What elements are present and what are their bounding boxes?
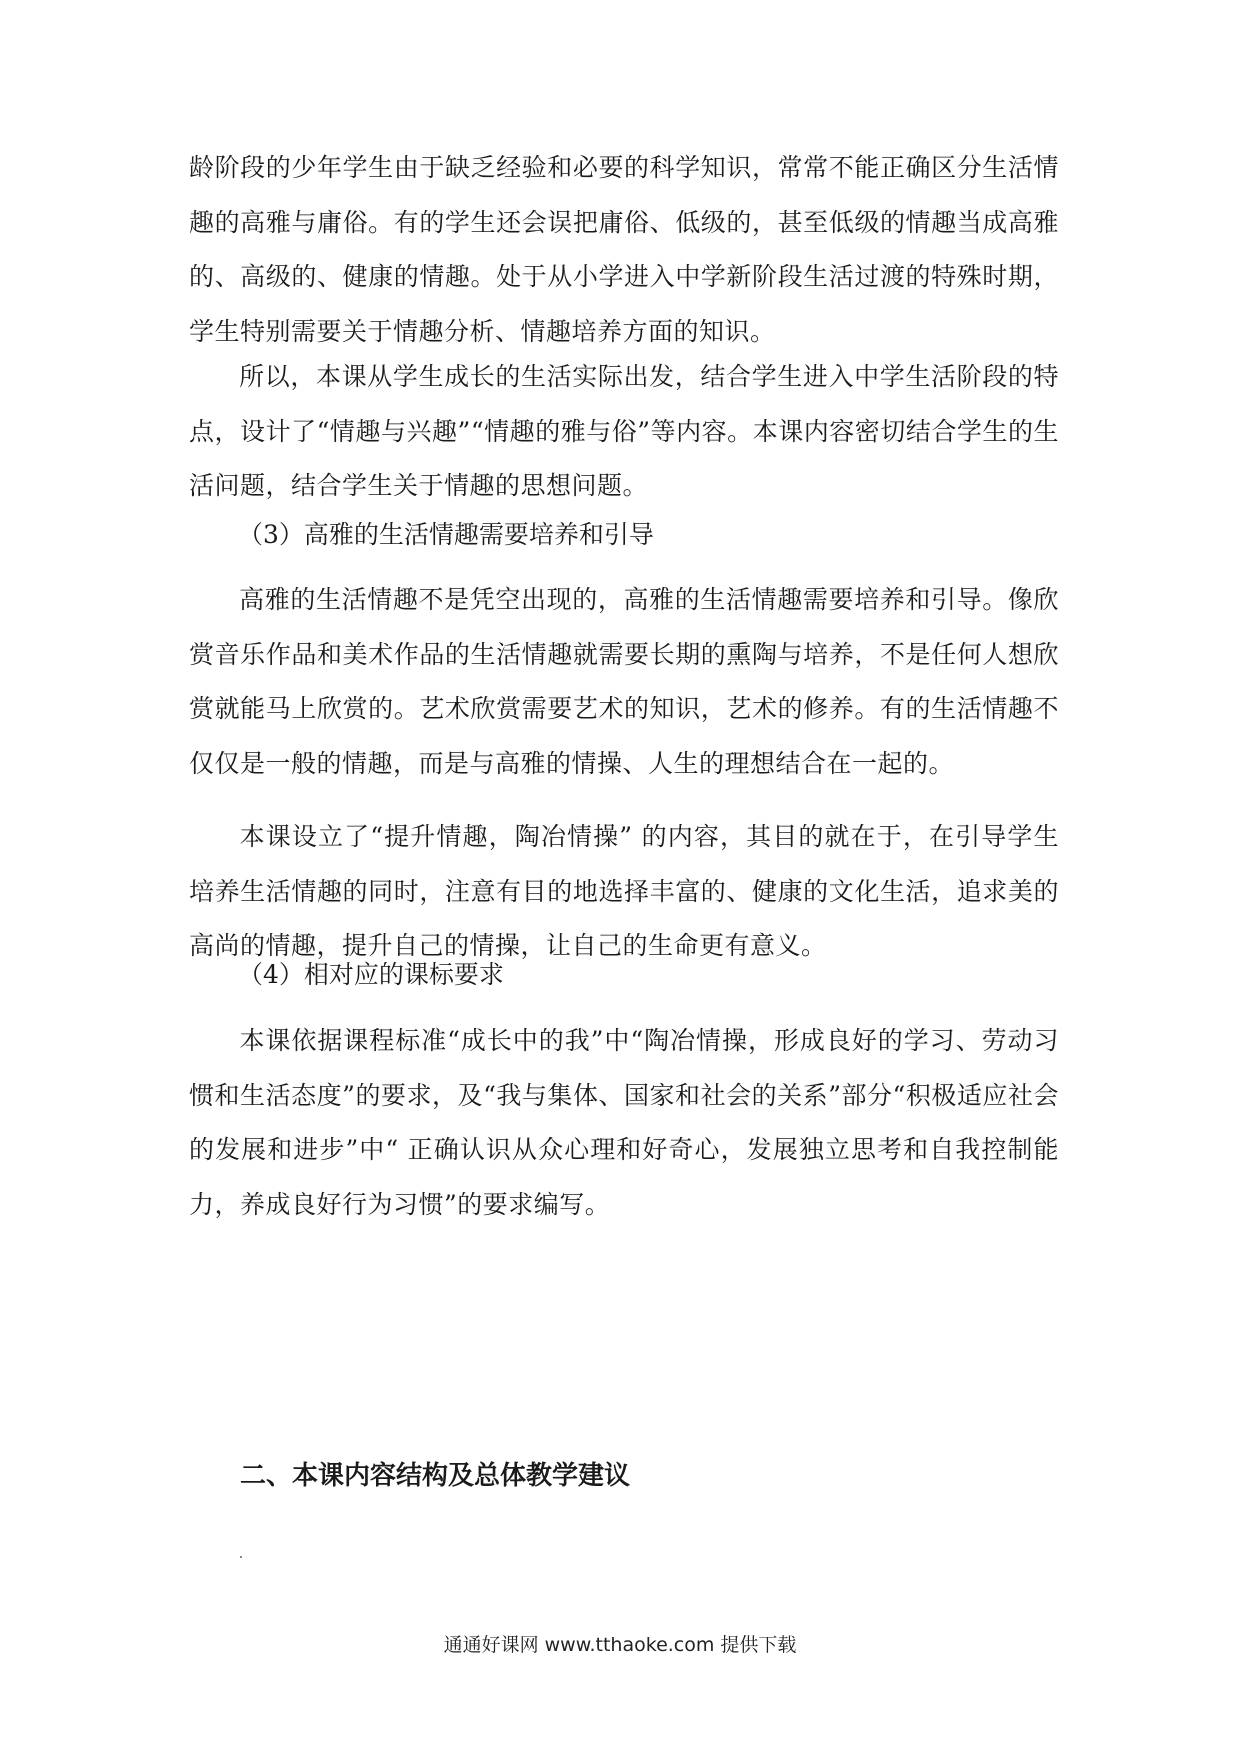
paragraph-curriculum-standard: 本课依据课程标准“成长中的我”中“陶冶情操，形成良好的学习、劳动习惯和生活态度”的要求，及“我与集体、国家和社会的关系”部分“积极适应社会的发展和进步”中“ 正确认识从众心理和好奇心，发展独立思考和自我控制能力，养成良好行为习惯”的要求编写。 xyxy=(189,1026,1059,1219)
section-heading: 二、本课内容结构及总体教学建议 xyxy=(240,1461,631,1491)
subheading-4: （4）相对应的课标要求 xyxy=(238,960,504,989)
paragraph-course-setup: 本课设立了“提升情趣，陶冶情操” 的内容，其目的就在于，在引导学生培养生活情趣的同时，注意有目的地选择丰富的、健康的文化生活，追求美的高尚的情趣，提升自己的情操，让自己的生命更有意义。 xyxy=(189,822,1059,960)
page-footer: 通通好课网 www.tthaoke.com 提供下载 xyxy=(443,1634,797,1656)
scan-speck xyxy=(240,1556,242,1558)
subheading-3: （3）高雅的生活情趣需要培养和引导 xyxy=(238,520,654,549)
paragraph-elegant-interest: 高雅的生活情趣不是凭空出现的，高雅的生活情趣需要培养和引导。像欣赏音乐作品和美术作品的生活情趣就需要长期的熏陶与培养，不是任何人想欣赏就能马上欣赏的。艺术欣赏需要艺术的知识，艺术的修养。有的生活情趣不仅仅是一般的情趣，而是与高雅的情操、人生的理想结合在一起的。 xyxy=(189,585,1059,778)
paragraph-so: 所以，本课从学生成长的生活实际出发，结合学生进入中学生活阶段的特点，设计了“情趣与兴趣”“情趣的雅与俗”等内容。本课内容密切结合学生的生活问题，结合学生关于情趣的思想问题。 xyxy=(189,362,1059,500)
paragraph-continuation: 龄阶段的少年学生由于缺乏经验和必要的科学知识，常常不能正确区分生活情趣的高雅与庸俗。有的学生还会误把庸俗、低级的，甚至低级的情趣当成高雅的、高级的、健康的情趣。处于从小学进入中学新阶段生活过渡的特殊时期，学生特别需要关于情趣分析、情趣培养方面的知识。 xyxy=(189,153,1059,346)
